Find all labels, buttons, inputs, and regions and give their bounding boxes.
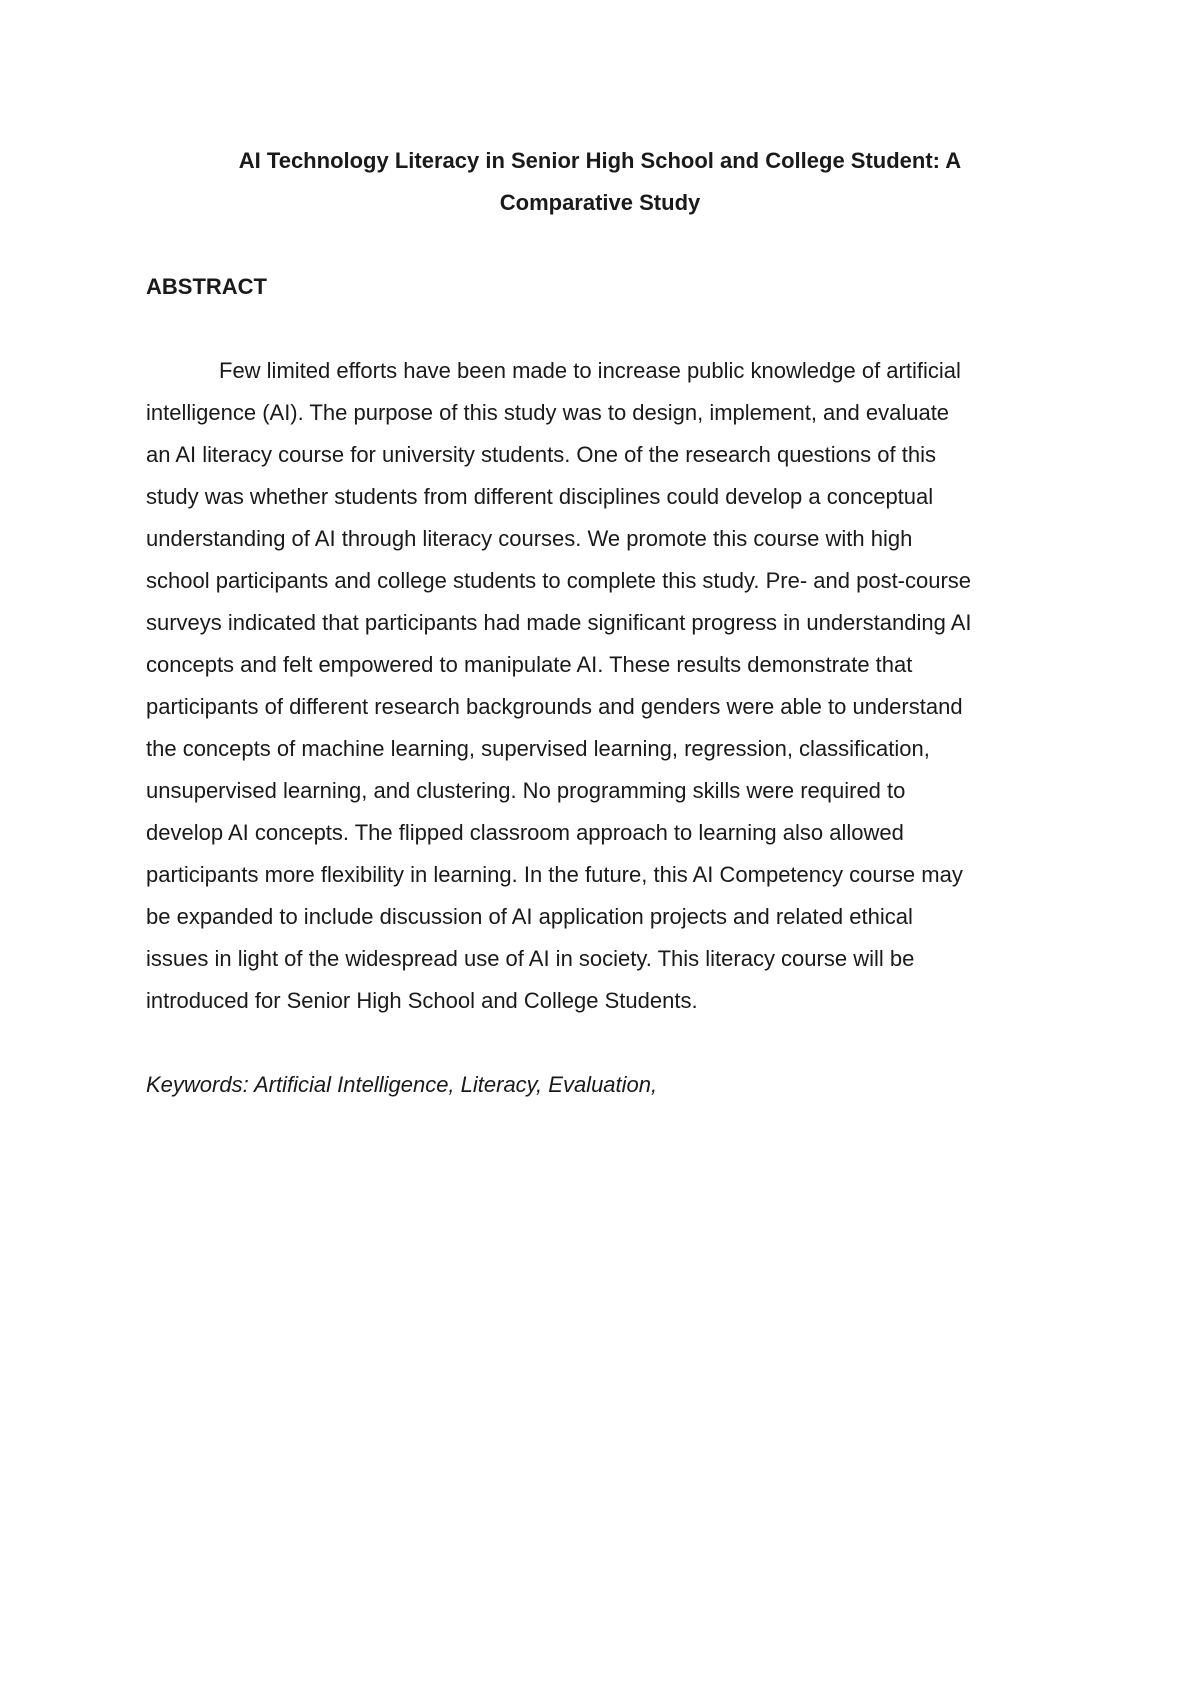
abstract-line: Few limited efforts have been made to increase public knowledge of artificial	[219, 358, 961, 383]
paper-title	[140, 140, 1060, 224]
abstract-line: unsupervised learning, and clustering. No programming skills were required to	[146, 778, 906, 803]
abstract-line: be expanded to include discussion of AI application projects and related ethical	[146, 904, 913, 929]
keywords-line: Keywords: Artificial Intelligence, Literacy, Evaluation,	[146, 1072, 658, 1097]
abstract-line: introduced for Senior High School and College Students.	[146, 988, 698, 1013]
abstract-line: surveys indicated that participants had made significant progress in understanding AI	[146, 610, 972, 635]
abstract-line: understanding of AI through literacy courses. We promote this course with high	[146, 526, 913, 551]
abstract-line: intelligence (AI). The purpose of this study was to design, implement, and evaluate	[146, 400, 950, 425]
abstract-line: an AI literacy course for university students. One of the research questions of this	[146, 442, 936, 467]
abstract-line: participants more flexibility in learning. In the future, this AI Competency course may	[146, 862, 963, 887]
abstract-heading: ABSTRACT	[146, 274, 267, 299]
abstract-paragraph	[146, 350, 1076, 1022]
abstract-line: issues in light of the widespread use of AI in society. This literacy course will be	[146, 946, 915, 971]
abstract-line: school participants and college students to complete this study. Pre- and post-course	[146, 568, 972, 593]
abstract-line: develop AI concepts. The flipped classroom approach to learning also allowed	[146, 820, 904, 845]
abstract-line: participants of different research backgrounds and genders were able to understand	[146, 694, 963, 719]
paper-title-line-2: Comparative Study	[499, 190, 701, 215]
abstract-line: the concepts of machine learning, supervised learning, regression, classification,	[146, 736, 930, 761]
abstract-line: study was whether students from different disciplines could develop a conceptual	[146, 484, 934, 509]
paper-title-line-1: AI Technology Literacy in Senior High School and College Student: A	[238, 148, 962, 173]
abstract-line: concepts and felt empowered to manipulate AI. These results demonstrate that	[146, 652, 913, 677]
